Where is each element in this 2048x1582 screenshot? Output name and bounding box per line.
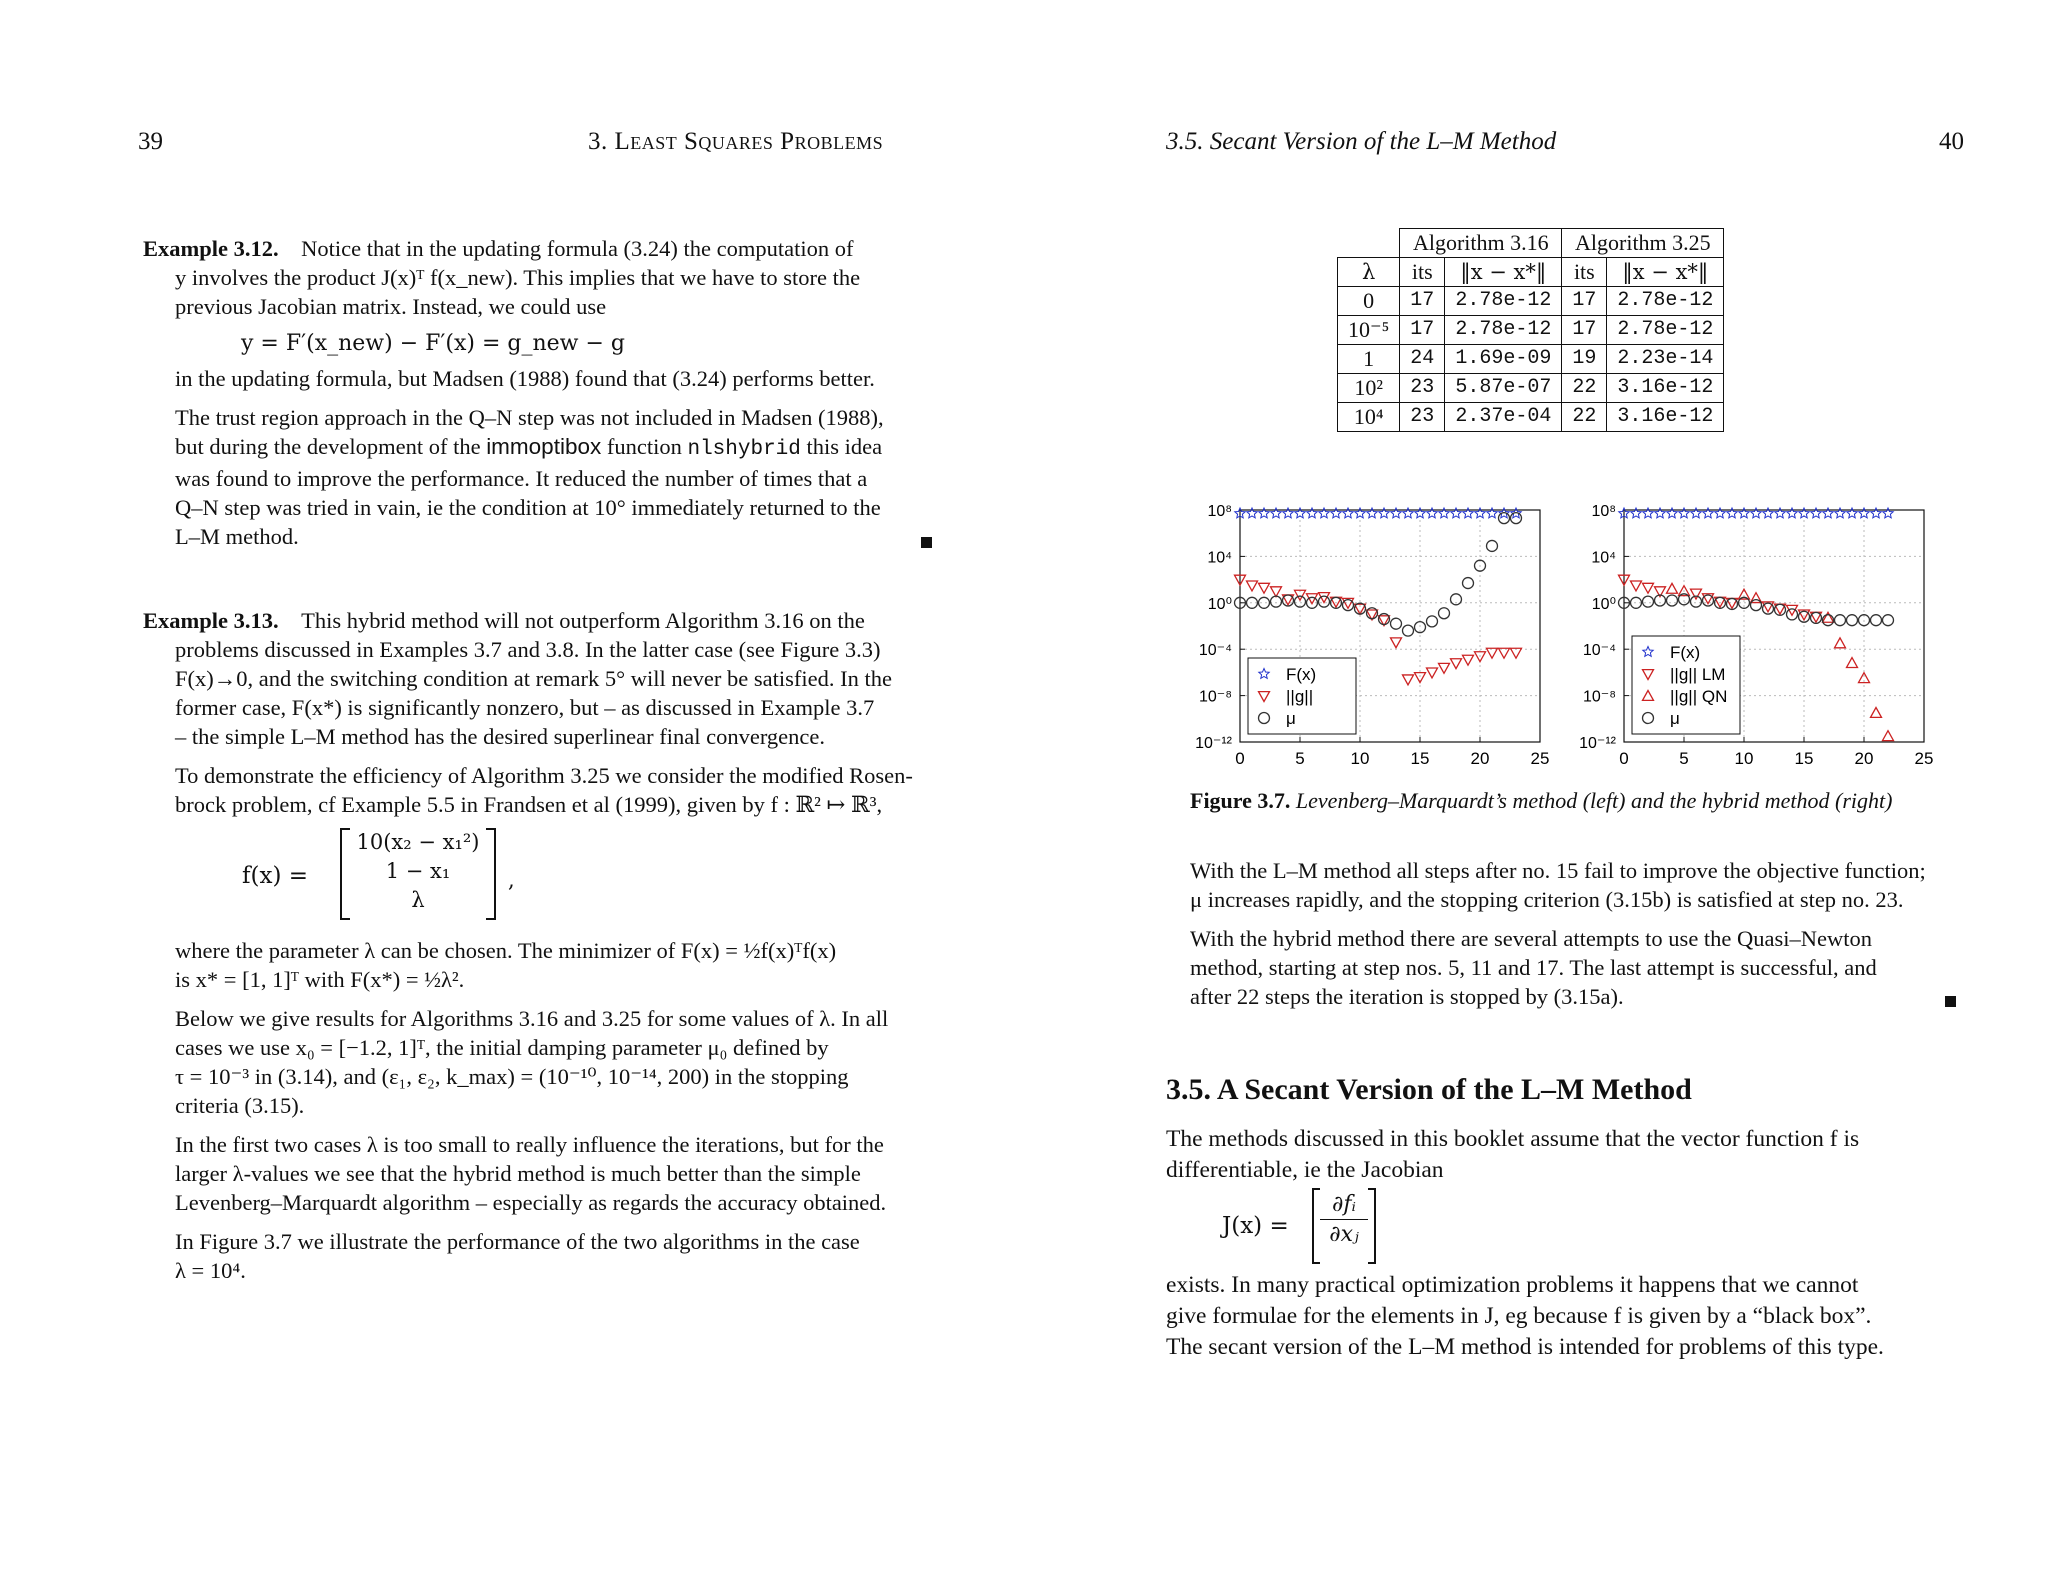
data-point-circle xyxy=(1883,615,1894,626)
text-line: former case, F(x*) is significantly nonzero, but – as discussed in Example 3.7 xyxy=(175,695,875,720)
y-tick-label: 10⁻⁴ xyxy=(1198,642,1232,660)
table-row xyxy=(1338,374,1724,403)
table-column-header: its xyxy=(1400,258,1445,287)
data-point-triangle-down xyxy=(1247,581,1258,591)
jacobian-lhs: J(x) = xyxy=(1222,1213,1289,1239)
table-column-header: its xyxy=(1562,258,1607,287)
y-tick-label: 10⁰ xyxy=(1591,595,1616,613)
text-line: method, starting at step nos. 5, 11 and 17. The last attempt is successful, and xyxy=(1190,955,1877,980)
x-tick-label: 5 xyxy=(1679,749,1689,768)
table-cell: 3.16e-12 xyxy=(1607,374,1724,403)
data-point-triangle-down xyxy=(1643,583,1654,593)
page-number-left: 39 xyxy=(138,128,163,155)
table-cell: 2.78e-12 xyxy=(1607,287,1724,316)
y-tick-label: 10⁻⁴ xyxy=(1582,642,1616,660)
text-line: give formulae for the elements in J, eg because f is given by a “black box”. xyxy=(1166,1303,1872,1329)
text-line: The secant version of the L–M method is intended for problems of this type. xyxy=(1166,1334,1884,1360)
text-line: Q–N step was tried in vain, ie the condition at 10° immediately returned to the xyxy=(175,495,881,520)
x-tick-label: 0 xyxy=(1619,749,1629,768)
fx-lhs: f(x) = xyxy=(242,863,309,889)
legend-label: F(x) xyxy=(1286,665,1317,684)
table-cell: 10⁻⁵ xyxy=(1338,316,1400,345)
data-point-circle xyxy=(1871,615,1882,626)
table-cell: 19 xyxy=(1562,345,1607,374)
legend-label: F(x) xyxy=(1670,643,1701,662)
text-line: τ = 10⁻³ in (3.14), and (ε₁, ε₂, k_max) = (10⁻¹⁰, 10⁻¹⁴, 200) in the stopping xyxy=(175,1064,849,1089)
example-3-13-continued xyxy=(175,936,933,1285)
data-point-triangle-down xyxy=(1631,581,1642,591)
toolbox-name: immoptibox xyxy=(486,434,602,459)
data-point-triangle-up xyxy=(1823,612,1834,622)
table-column-header: ‖x − x*‖ xyxy=(1607,258,1724,287)
text-line: is x* = [1, 1]ᵀ with F(x*) = ½λ². xyxy=(175,967,465,992)
results-table xyxy=(1337,228,1724,432)
text-line: F(x)→0, and the switching condition at remark 5° will never be satisfied. In the xyxy=(175,666,892,691)
data-point-circle xyxy=(1667,595,1678,606)
table-group-header: Algorithm 3.16 xyxy=(1400,229,1562,258)
text-line: Levenberg–Marquardt algorithm – especially as regards the accuracy obtained. xyxy=(175,1190,887,1215)
text-line: Below we give results for Algorithms 3.16 and 3.25 for some values of λ. In all xyxy=(175,1006,889,1031)
data-point-circle xyxy=(1403,625,1414,636)
data-point-circle xyxy=(1439,608,1450,619)
jacobian-numerator: ∂fᵢ xyxy=(1332,1192,1356,1217)
plot-hybrid-method xyxy=(1578,494,1958,774)
text-line: μ increases rapidly, and the stopping criterion (3.15b) is satisfied at step no. 23. xyxy=(1190,887,1904,912)
data-point-circle xyxy=(1847,615,1858,626)
data-point-circle xyxy=(1463,578,1474,589)
text-fragment: but during the development of the xyxy=(175,434,481,459)
running-head-right: 3.5. Secant Version of the L–M Method xyxy=(1166,128,1557,155)
table-row xyxy=(1338,287,1724,316)
data-point-circle xyxy=(1487,540,1498,551)
text-line: where the parameter λ can be chosen. The minimizer of F(x) = ½f(x)ᵀf(x) xyxy=(175,938,837,963)
matrix-row: 10(x₂ − x₁²) xyxy=(356,830,480,854)
table-cell: 24 xyxy=(1400,345,1445,374)
table-row xyxy=(1338,403,1724,432)
data-point-circle xyxy=(1391,618,1402,629)
table-cell: 17 xyxy=(1562,287,1607,316)
table-cell: 17 xyxy=(1400,316,1445,345)
text-line: Notice that in the updating formula (3.24) the computation of xyxy=(301,236,854,261)
legend-label: ||g|| QN xyxy=(1670,687,1728,706)
table-cell: 1.69e-09 xyxy=(1445,345,1562,374)
x-tick-label: 15 xyxy=(1410,749,1430,768)
data-point-circle xyxy=(1835,615,1846,626)
y-tick-label: 10⁴ xyxy=(1591,549,1616,567)
legend-label: ||g|| xyxy=(1286,687,1314,706)
y-tick-label: 10⁻⁸ xyxy=(1199,688,1232,706)
text-line: λ = 10⁴. xyxy=(175,1258,246,1283)
table-group-header: Algorithm 3.25 xyxy=(1562,229,1724,258)
table-column-header: λ xyxy=(1338,258,1400,287)
table-cell: 10⁴ xyxy=(1338,403,1400,432)
caption-text: Levenberg–Marquardt’s method (left) and the hybrid method (right) xyxy=(1295,788,1893,813)
table-cell: 23 xyxy=(1400,403,1445,432)
y-tick-label: 10⁻⁸ xyxy=(1583,688,1616,706)
data-point-triangle-up xyxy=(1847,658,1858,668)
data-point-triangle-down xyxy=(1391,638,1402,648)
text-line: was found to improve the performance. It reduced the number of times that a xyxy=(175,466,868,491)
figure-caption xyxy=(1190,788,1892,814)
example-3-12 xyxy=(143,234,933,551)
function-name: nlshybrid xyxy=(687,438,801,461)
data-point-triangle-up xyxy=(1667,583,1678,593)
table-cell: 2.78e-12 xyxy=(1445,287,1562,316)
data-point-triangle-up xyxy=(1835,638,1846,648)
fraction-bar xyxy=(1320,1219,1368,1220)
table-cell: 10² xyxy=(1338,374,1400,403)
matrix-row: λ xyxy=(411,888,425,912)
page-number-right: 40 xyxy=(1939,128,1964,155)
text-line: In Figure 3.7 we illustrate the performance of the two algorithms in the case xyxy=(175,1229,860,1254)
jacobian-bracket xyxy=(1312,1188,1376,1264)
text-line: – the simple L–M method has the desired superlinear final convergence. xyxy=(175,724,826,749)
table-cell: 2.78e-12 xyxy=(1607,316,1724,345)
x-tick-label: 10 xyxy=(1734,749,1754,768)
table-cell: 0 xyxy=(1338,287,1400,316)
table-cell: 2.23e-14 xyxy=(1607,345,1724,374)
table-cell: 5.87e-07 xyxy=(1445,374,1562,403)
text-line: in the updating formula, but Madsen (1988) found that (3.24) performs better. xyxy=(175,366,875,391)
text-line: differentiable, ie the Jacobian xyxy=(1166,1157,1444,1183)
data-point-triangle-up xyxy=(1871,708,1882,718)
text-fragment: this idea xyxy=(806,434,883,459)
text-line xyxy=(143,432,933,464)
data-point-triangle-down xyxy=(1511,648,1522,658)
text-line: To demonstrate the efficiency of Algorithm 3.25 we consider the modified Rosen- xyxy=(175,763,913,788)
table-cell: 22 xyxy=(1562,374,1607,403)
data-point-circle xyxy=(1643,596,1654,607)
data-point-circle xyxy=(1499,513,1510,524)
data-point-circle xyxy=(1751,600,1762,611)
table-cell: 22 xyxy=(1562,403,1607,432)
text-line: previous Jacobian matrix. Instead, we could use xyxy=(175,294,607,319)
text-line: The trust region approach in the Q–N step was not included in Madsen (1988), xyxy=(175,405,884,430)
legend-label: μ xyxy=(1670,709,1680,728)
y-tick-label: 10⁻¹² xyxy=(1579,735,1616,752)
y-tick-label: 10⁸ xyxy=(1207,503,1232,520)
section-title: 3.5. A Secant Version of the L–M Method xyxy=(1166,1073,1692,1106)
legend-label: μ xyxy=(1286,709,1296,728)
text-line: With the L–M method all steps after no. 15 fail to improve the objective function; xyxy=(1190,858,1926,883)
x-tick-label: 20 xyxy=(1854,749,1874,768)
right-page xyxy=(1024,0,2048,1582)
data-point-triangle-down xyxy=(1427,668,1438,678)
data-point-triangle-down xyxy=(1487,648,1498,658)
table-header-row xyxy=(1338,229,1724,258)
caption-label: Figure 3.7. xyxy=(1190,788,1291,813)
running-head-left: 3. Least Squares Problems xyxy=(588,128,884,155)
data-point-triangle-down xyxy=(1463,655,1474,665)
text-line: With the hybrid method there are several attempts to use the Quasi–Newton xyxy=(1190,926,1873,951)
section-body xyxy=(1166,1124,1958,1186)
text-line: larger λ-values we see that the hybrid method is much better than the simple xyxy=(175,1161,861,1186)
y-tick-label: 10⁰ xyxy=(1207,595,1232,613)
x-tick-label: 25 xyxy=(1530,749,1550,768)
equation: y = F′(x_new) − F′(x) = g_new − g xyxy=(241,331,625,356)
table-cell: 2.78e-12 xyxy=(1445,316,1562,345)
jacobian-denominator: ∂xⱼ xyxy=(1329,1222,1359,1247)
matrix-bracket xyxy=(340,828,496,920)
table-cell: 17 xyxy=(1562,316,1607,345)
y-tick-label: 10⁻¹² xyxy=(1195,735,1232,752)
text-line: This hybrid method will not outperform Algorithm 3.16 on the xyxy=(301,608,865,633)
table-row xyxy=(1338,345,1724,374)
table-cell: 17 xyxy=(1400,287,1445,316)
data-point-triangle-down xyxy=(1403,675,1414,685)
matrix-row: 1 − x₁ xyxy=(385,859,451,883)
x-tick-label: 10 xyxy=(1350,749,1370,768)
text-line: cases we use x₀ = [−1.2, 1]ᵀ, the initial damping parameter μ₀ defined by xyxy=(175,1035,829,1060)
matrix-comma: , xyxy=(508,868,515,892)
section-body-continued xyxy=(1166,1270,1958,1363)
table-cell: 2.37e-04 xyxy=(1445,403,1562,432)
table-cell: 1 xyxy=(1338,345,1400,374)
example-heading: Example 3.13. xyxy=(143,608,279,633)
text-fragment: function xyxy=(606,434,682,459)
y-tick-label: 10⁴ xyxy=(1207,549,1232,567)
data-point-circle xyxy=(1511,513,1522,524)
example-3-13 xyxy=(143,606,933,819)
example-heading: Example 3.12. xyxy=(143,236,279,261)
text-line: exists. In many practical optimization problems it happens that we cannot xyxy=(1166,1272,1859,1298)
data-point-triangle-down xyxy=(1271,587,1282,597)
legend-label: ||g|| LM xyxy=(1670,665,1726,684)
y-tick-label: 10⁸ xyxy=(1591,503,1616,520)
text-line: In the first two cases λ is too small to really influence the iterations, but for the xyxy=(175,1132,884,1157)
discussion-paragraphs xyxy=(1190,856,1958,1011)
data-point-triangle-down xyxy=(1439,663,1450,673)
text-line: brock problem, cf Example 5.5 in Frandsen et al (1999), given by f : ℝ² ↦ ℝ³, xyxy=(175,792,883,817)
data-point-triangle-down xyxy=(1499,648,1510,658)
data-point-circle xyxy=(1427,616,1438,627)
table-row xyxy=(1338,316,1724,345)
data-point-triangle-down xyxy=(1259,583,1270,593)
text-line: after 22 steps the iteration is stopped by (3.15a). xyxy=(1190,984,1624,1009)
table-header-row xyxy=(1338,258,1724,287)
data-point-triangle-down xyxy=(1451,659,1462,669)
x-tick-label: 20 xyxy=(1470,749,1490,768)
x-tick-label: 15 xyxy=(1794,749,1814,768)
plot-lm-method xyxy=(1194,494,1574,774)
text-line: y involves the product J(x)ᵀ f(x_new). This implies that we have to store the xyxy=(175,265,861,290)
table-column-header: ‖x − x*‖ xyxy=(1445,258,1562,287)
table-cell: 23 xyxy=(1400,374,1445,403)
text-line: problems discussed in Examples 3.7 and 3.8. In the latter case (see Figure 3.3) xyxy=(175,637,881,662)
table-cell: 3.16e-12 xyxy=(1607,403,1724,432)
x-tick-label: 0 xyxy=(1235,749,1245,768)
text-line: The methods discussed in this booklet assume that the vector function f is xyxy=(1166,1126,1860,1152)
end-of-example-mark xyxy=(1945,996,1956,1007)
text-line: L–M method. xyxy=(175,524,299,549)
table-blank-cell xyxy=(1338,229,1400,258)
x-tick-label: 25 xyxy=(1914,749,1934,768)
x-tick-label: 5 xyxy=(1295,749,1305,768)
text-line: criteria (3.15). xyxy=(175,1093,305,1118)
end-of-example-mark xyxy=(921,537,932,548)
data-point-triangle-up xyxy=(1883,731,1894,741)
